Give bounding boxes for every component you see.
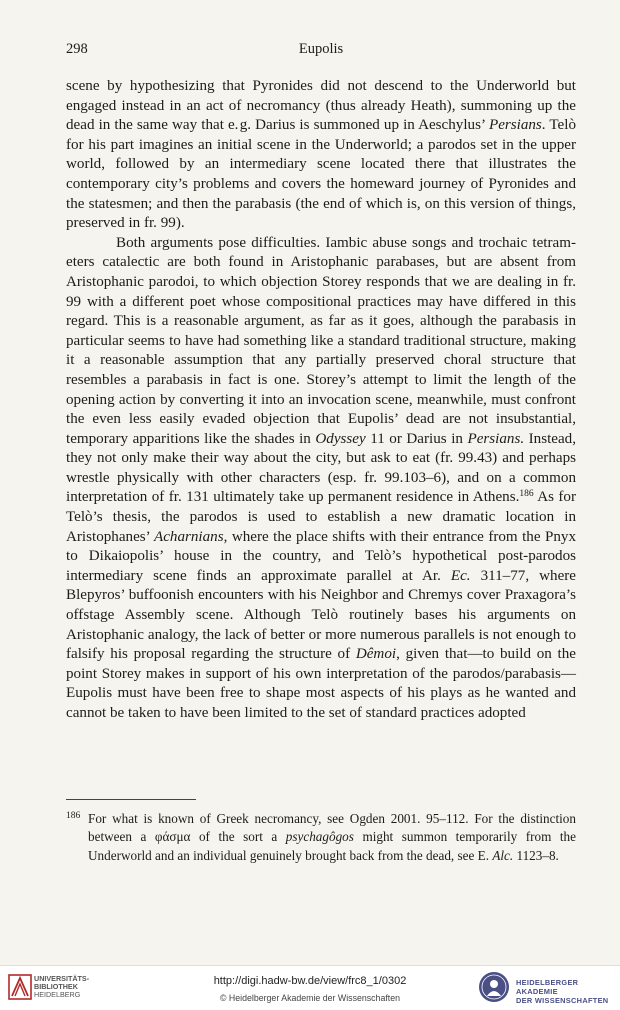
italic-title: Dêmoi xyxy=(355,646,397,663)
text-run: scene by hypothesizing that Pyronides did not descend to the Underworld but engaged instead in an act of necromancy (thus already Heath), summoning up the dead in the same way that e. g. Darius is summoned up in Aeschylus’ xyxy=(66,78,576,134)
italic-term: psychagôgos xyxy=(285,829,354,845)
text-run: Instead, they not only make their way about the city, but ask to eat (fr. 99.43) and perhaps wrestle physically with other characters (esp. fr. 99.103–6), and on a common interpretation of fr. 131 ultimately take up permanent residence in Athens. xyxy=(66,430,576,506)
text-run: 11 or Darius in xyxy=(365,430,468,447)
text-run: , given that—to build on the point Storey makes in support of his own interpretation of the parodos/parabasis—Eupolis must have been free to shape most aspects of his plays as he wanted and cannot be taken to have been limited to the set of standard practices adopted xyxy=(66,646,576,721)
running-title: Eupolis xyxy=(298,41,344,57)
italic-title: Persians xyxy=(488,117,542,134)
text-run: 1123–8. xyxy=(513,847,559,863)
italic-title: Persians. xyxy=(467,430,525,447)
text-run: For what is known of Greek necromancy, see Ogden 2001. 95–112. For the distinction between a φάσμα of the sort a xyxy=(88,811,576,845)
text-run: . Telò for his part imagines an initial scene in the Underworld; a parodos set in the upper world, followed by an intermediary scene located there that illustrates the contemporary city’s problems and covers the homeward journey of Pyronides and the statesmen; and then the parabasis (the end of which is, on this version of things, preserved in fr. 99). xyxy=(66,117,576,232)
text-run: As for Telò’s thesis, the parodos is used to establish a new dramatic location in Aristophanes’ xyxy=(66,489,576,545)
permalink-url[interactable]: http://digi.hadw-bw.de/view/frc8_1/0302 xyxy=(213,975,407,987)
paragraph-2 xyxy=(66,234,576,724)
university-library-name[interactable]: UNIVERSITÄTS- BIBLIOTHEK HEIDELBERG xyxy=(34,974,90,999)
text-run: , where the place shifts with their entrance from the Pnyx to Dikaiopolis’ house in the country, and Telò’s hypothetical post-parodos intermediary scene finds an approximate parallel at Ar. xyxy=(66,528,576,584)
main-text xyxy=(66,77,576,724)
viewer-footer xyxy=(0,965,620,1010)
text-run: might summon temporarily from the Underworld and an individual genuinely brought back from the dead, see E. xyxy=(88,829,576,863)
italic-title: Acharnians xyxy=(154,528,224,545)
text-run: 311–77, where Blepyros’ buffoonish encounters with his Neighbor and Chremys cover Praxagora’s offstage Assembly scene. Although Telò routinely bases his arguments on Aristophanic analogy, the lack of better or more numerous parallels is not enough to falsify his proposal regarding the structure of xyxy=(66,567,576,663)
text-run: Both arguments pose difficulties. Iambic abuse songs and trochaic tetrameters catalectic are both found in Aristophanic parabases, but are absent from Aristophanic parodoi, to which objection Storey responds that we are dealing in fr. 99 with a different poet whose compositional practices may have differed in this regard. This is a reasonable argument, as far as it goes, although the parabasis in particular seems to have had something like a standard traditional structure, making it a reasonable assumption that any partially preserved choral structure that resembles a parabasis in fact is one. Storey’s attempt to limit the length of the opening action by converting it into an invocation scene, meanwhile, must confront the even less easily evaded objection that Eupolis’ dead are not insubstantial, temporary apparitions like the shades in xyxy=(66,234,576,447)
page-number: 298 xyxy=(66,41,88,57)
academy-seal-icon[interactable] xyxy=(478,971,510,1003)
footnote-reference[interactable]: 186 xyxy=(519,489,534,500)
copyright-notice: © Heidelberger Akademie der Wissenschaften xyxy=(219,993,401,1003)
footnote-number: 186 xyxy=(66,811,81,821)
footnote-186 xyxy=(66,810,576,865)
academy-name[interactable]: HEIDELBERGER AKADEMIE DER WISSENSCHAFTEN xyxy=(516,978,609,1005)
italic-title: Alc. xyxy=(492,847,514,863)
footnote-divider xyxy=(66,799,196,800)
paragraph-1 xyxy=(66,77,576,234)
footnote-text xyxy=(88,810,576,865)
italic-title: Odyssey xyxy=(315,430,366,447)
running-header xyxy=(66,41,576,61)
italic-title: Ec. xyxy=(450,567,471,584)
